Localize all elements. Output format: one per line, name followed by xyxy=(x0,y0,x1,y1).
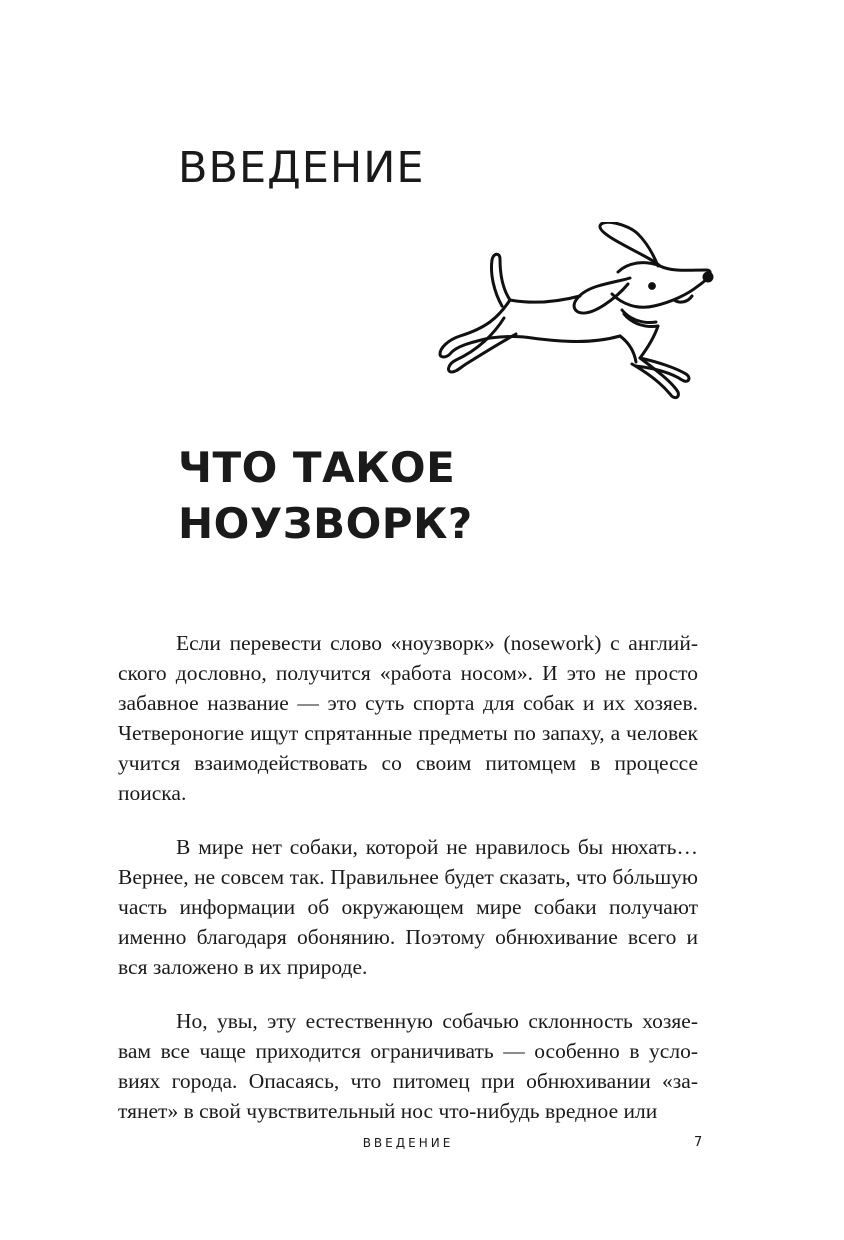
section-heading: ВВЕДЕНИЕ xyxy=(178,143,425,193)
chapter-title-line-2: НОУЗВОРК? xyxy=(178,499,473,548)
chapter-title-line-1: ЧТО ТАКОЕ xyxy=(178,443,456,492)
dog-illustration-icon xyxy=(432,222,722,400)
paragraph-2: В мире нет собаки, которой не нравилось бы нюхать… Вернее, не совсем так. Правильнее будет сказать, что бóльшую часть информации об окружающем мире собаки получают именно благодаря обонянию. Поэтому обнюхивание всего и вся заложено в их природе. xyxy=(118,835,698,979)
running-footer-title: ВВЕДЕНИЕ xyxy=(362,1136,454,1150)
paragraph-3: Но, увы, эту естественную собачью склонность хозяевам все чаще приходится ограничивать — особенно в условиях города. Опасаясь, что питомец при обнюхивании «затянет» в свой чувствительный нос что-нибудь вредное или xyxy=(118,1009,698,1123)
paragraph-1: Если перевести слово «ноузворк» (nosework) с английского дословно, получится «работа носом». И это не просто забавное название — это суть спорта для собак и их хозяев. Четвероногие ищут спрятанные предметы по запаху, а человек учится взаимодействовать со своим питомцем в процессе поиска. xyxy=(118,631,698,805)
body-text xyxy=(118,628,698,1150)
page-number: 7 xyxy=(694,1135,703,1150)
chapter-title xyxy=(178,440,473,552)
